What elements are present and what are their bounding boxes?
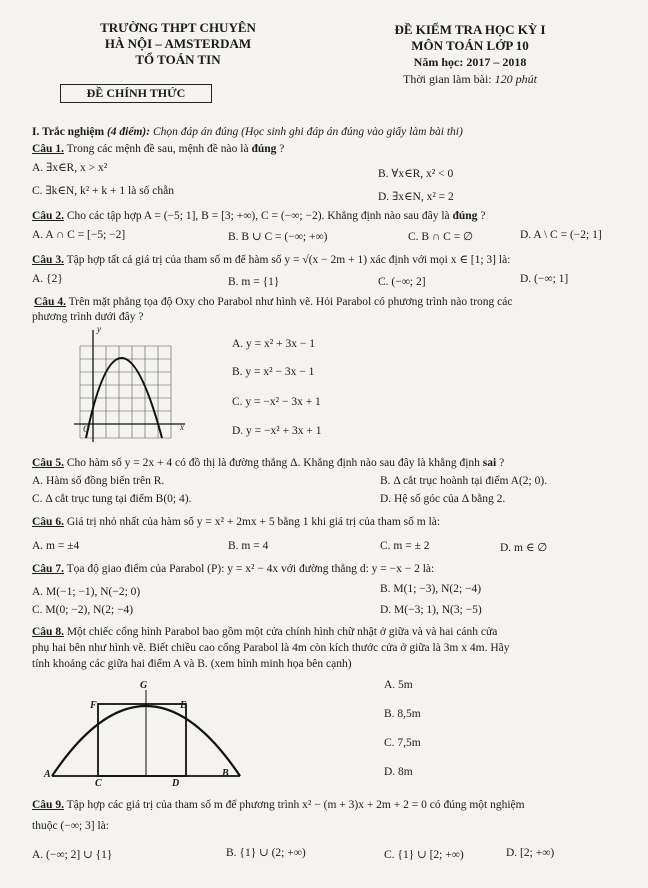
question-1 [32, 143, 284, 155]
q3-option-a[interactable]: A. {2} [32, 273, 63, 285]
exam-duration [330, 72, 610, 87]
graph-axis-x-label: x [180, 422, 184, 432]
q2-option-c[interactable]: C. B ∩ C = ∅ [408, 231, 474, 243]
q6-option-a[interactable]: A. m = ±4 [32, 540, 80, 552]
q2-option-d[interactable]: D. A \ C = (−2; 1] [520, 229, 602, 241]
q8-option-d[interactable]: D. 8m [384, 766, 413, 778]
section-title: I. Trắc nghiệm [32, 126, 105, 138]
q4-option-d[interactable]: D. y = −x² + 3x + 1 [232, 425, 322, 437]
q4-option-a[interactable]: A. y = x² + 3x − 1 [232, 338, 315, 350]
q9-option-b[interactable]: B. {1} ∪ (2; +∞) [226, 847, 306, 859]
point-b-label: B [222, 768, 229, 779]
question-7 [32, 563, 434, 575]
question-text: Giá trị nhỏ nhất của hàm số y = x² + 2mx + 5 bằng 1 khi giá trị của tham số m là: [66, 516, 441, 528]
question-4 [34, 296, 512, 308]
question-label: Câu 7. [32, 563, 64, 575]
question-emphasis: sai [482, 457, 497, 469]
section-points: (4 điểm): [106, 126, 151, 138]
question-emphasis: đúng [452, 210, 478, 222]
department-name: TỔ TOÁN TIN [135, 52, 221, 67]
duration-value: 120 phút [494, 72, 537, 86]
school-name-line1: TRƯỜNG THPT CHUYÊN [100, 20, 256, 35]
q5-option-a[interactable]: A. Hàm số đồng biến trên R. [32, 475, 165, 487]
q5-option-b[interactable]: B. Δ cắt trục hoành tại điểm A(2; 0). [380, 475, 548, 487]
graph-axis-y-label: y [97, 324, 101, 334]
point-e-label: E [180, 700, 187, 711]
q6-option-c[interactable]: C. m = ± 2 [380, 540, 430, 552]
exam-title: ĐỀ KIỂM TRA HỌC KỲ I [394, 22, 546, 37]
question-8-continued: phụ hai bên như hình vẽ. Biết chiều cao cổng Parabol là 4m còn kích thước cửa ở giữa là 3m x 4m. Hãy [32, 642, 510, 654]
question-end: ? [499, 457, 505, 469]
question-8-continued-2: tính khoảng các giữa hai điểm A và B. (xem hình minh họa bên cạnh) [32, 658, 352, 670]
question-text: Tập hợp tất cả giá trị của tham số m để hàm số y = √(x − 2m + 1) xác định với mọi x ∈ [1; 3] là: [66, 254, 511, 266]
q3-option-d[interactable]: D. (−∞; 1] [520, 273, 569, 285]
exam-subject: MÔN TOÁN LỚP 10 [411, 38, 529, 53]
q7-option-d[interactable]: D. M(−3; 1), N(3; −5) [380, 604, 482, 616]
question-label: Câu 9. [32, 799, 64, 811]
question-label: Câu 4. [34, 296, 66, 308]
q8-option-a[interactable]: A. 5m [384, 679, 413, 691]
question-text: Một chiếc cổng hình Parabol bao gồm một cửa chính hình chữ nhật ở giữa và và hai cánh cửa [66, 626, 498, 638]
q4-option-c[interactable]: C. y = −x² − 3x + 1 [232, 396, 321, 408]
q5-option-d[interactable]: D. Hệ số góc của Δ bằng 2. [380, 493, 506, 505]
question-text: Trong các mệnh đề sau, mệnh đề nào là [66, 143, 249, 155]
point-a-label: A [44, 769, 51, 780]
section-instruction: Chọn đáp án đúng (Học sinh ghi đáp án đúng vào giấy làm bài thi) [152, 126, 463, 138]
question-end: ? [480, 210, 486, 222]
q1-option-d[interactable]: D. ∃x∈N, x² = 2 [378, 191, 454, 203]
q5-option-c[interactable]: C. Δ cắt trục tung tại điểm B(0; 4). [32, 493, 192, 505]
point-d-label: D [172, 778, 180, 789]
q9-option-a[interactable]: A. (−∞; 2] ∪ {1} [32, 849, 113, 861]
q9-option-c[interactable]: C. {1} ∪ [2; +∞) [384, 849, 464, 861]
question-5 [32, 457, 504, 469]
question-6 [32, 516, 440, 528]
question-label: Câu 2. [32, 210, 64, 222]
duration-label: Thời gian làm bài: [402, 72, 492, 86]
question-9-continued: thuộc (−∞; 3] là: [32, 820, 109, 832]
school-name-line2: HÀ NỘI – AMSTERDAM [104, 36, 252, 51]
q2-option-b[interactable]: B. B ∪ C = (−∞; +∞) [228, 231, 328, 243]
q2-option-a[interactable]: A. A ∩ C = [−5; −2] [32, 229, 126, 241]
q4-option-b[interactable]: B. y = x² − 3x − 1 [232, 366, 315, 378]
q8-option-c[interactable]: C. 7,5m [384, 737, 421, 749]
question-text: Cho các tập hợp A = (−5; 1], B = [3; +∞), C = (−∞; −2). Khẳng định nào sau đây là [66, 210, 450, 222]
q1-option-b[interactable]: B. ∀x∈R, x² < 0 [378, 168, 454, 180]
question-2 [32, 210, 485, 222]
q7-option-a[interactable]: A. M(−1; −1), N(−2; 0) [32, 586, 141, 598]
q3-option-c[interactable]: C. (−∞; 2] [378, 276, 426, 288]
q3-option-b[interactable]: B. m = {1} [228, 276, 280, 288]
question-emphasis: đúng [251, 143, 277, 155]
q7-option-b[interactable]: B. M(1; −3), N(2; −4) [380, 583, 482, 595]
question-text: Tập hợp các giá trị của tham số m để phương trình x² − (m + 3)x + 2m + 2 = 0 có đúng một nghiệm [66, 799, 525, 811]
question-text: Tọa độ giao điểm của Parabol (P): y = x² − 4x với đường thẳng d: y = −x − 2 là: [66, 563, 435, 575]
q6-option-d[interactable]: D. m ∈ ∅ [500, 542, 548, 554]
q7-option-c[interactable]: C. M(0; −2), N(2; −4) [32, 604, 134, 616]
school-year: Năm học: 2017 – 2018 [413, 55, 527, 69]
question-text: Trên mặt phẳng tọa độ Oxy cho Parabol như hình vẽ. Hỏi Parabol có phương trình nào trong các [68, 296, 513, 308]
point-f-label: F [90, 700, 97, 711]
q9-option-d[interactable]: D. [2; +∞) [506, 847, 555, 859]
section-1-heading [32, 126, 463, 138]
question-label: Câu 8. [32, 626, 64, 638]
official-exam-box: ĐỀ CHÍNH THỨC [60, 84, 212, 103]
question-label: Câu 5. [32, 457, 64, 469]
question-8 [32, 626, 497, 638]
q1-option-c[interactable]: C. ∃k∈N, k² + k + 1 là số chẵn [32, 185, 175, 197]
q8-option-b[interactable]: B. 8,5m [384, 708, 421, 720]
question-label: Câu 1. [32, 143, 64, 155]
q6-option-b[interactable]: B. m = 4 [228, 540, 269, 552]
point-g-label: G [140, 680, 148, 691]
question-4-continued: phương trình dưới đây ? [32, 311, 144, 323]
question-label: Câu 3. [32, 254, 64, 266]
question-label: Câu 6. [32, 516, 64, 528]
question-9 [32, 799, 525, 811]
question-text: Cho hàm số y = 2x + 4 có đồ thị là đường thẳng Δ. Khẳng định nào sau đây là khẳng định [66, 457, 480, 469]
q1-option-a[interactable]: A. ∃x∈R, x > x² [32, 162, 108, 174]
question-end: ? [279, 143, 285, 155]
graph-origin-label: O [83, 424, 90, 434]
question-3 [32, 252, 510, 266]
gate-diagram [40, 676, 250, 788]
point-c-label: C [95, 778, 102, 789]
